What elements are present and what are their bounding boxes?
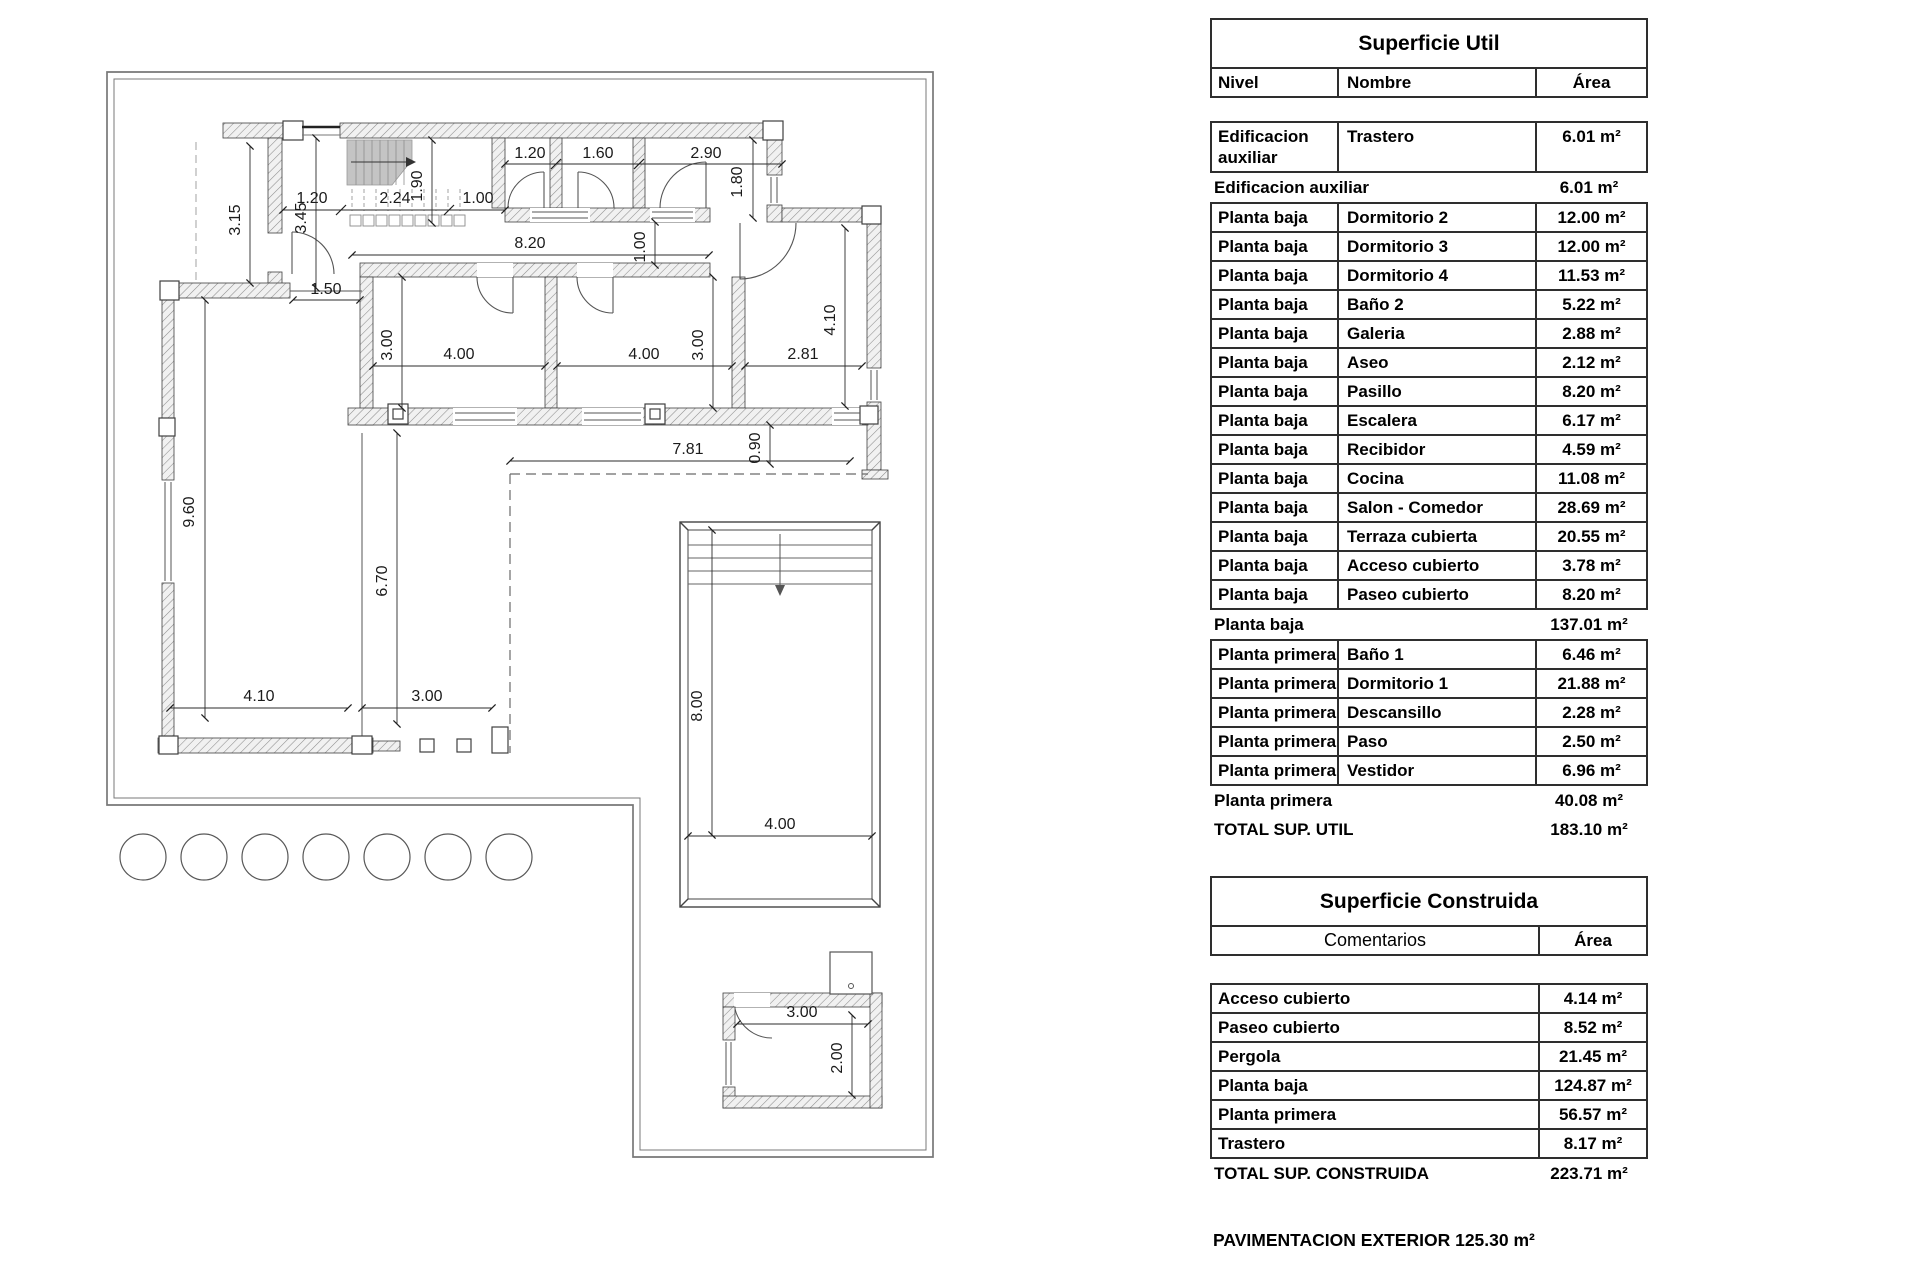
dim-label: 3.15 bbox=[227, 204, 244, 236]
superficie-construida-header bbox=[1210, 876, 1648, 956]
cell-nombre: Paseo cubierto bbox=[1218, 1018, 1340, 1037]
pavimentacion-exterior-note: PAVIMENTACION EXTERIOR 125.30 m² bbox=[1213, 1230, 1535, 1250]
cell-area: 2.12 m² bbox=[1535, 349, 1646, 376]
column-header-nombre: Nombre bbox=[1337, 69, 1535, 96]
table-row bbox=[1212, 521, 1646, 550]
cell-nivel: Planta primera bbox=[1218, 703, 1337, 722]
cell-nombre: Vestidor bbox=[1337, 757, 1535, 784]
dim-label: 4.10 bbox=[243, 688, 275, 705]
table-row bbox=[1212, 405, 1646, 434]
table-row bbox=[1212, 550, 1646, 579]
area-tables-panel bbox=[1210, 18, 1648, 1251]
cell-nombre: Acceso cubierto bbox=[1337, 552, 1535, 579]
cell-nivel: Edificacion auxiliar bbox=[1218, 127, 1309, 167]
cell-area: 8.17 m² bbox=[1538, 1130, 1646, 1157]
table-row bbox=[1212, 434, 1646, 463]
total-area: 183.10 m² bbox=[1550, 819, 1628, 839]
dim-label: 2.24 bbox=[379, 190, 411, 207]
cell-area: 4.14 m² bbox=[1538, 985, 1646, 1012]
dim-label: 2.90 bbox=[690, 145, 722, 162]
cell-nombre: Trastero bbox=[1218, 1134, 1286, 1153]
dim-label: 3.45 bbox=[293, 202, 310, 234]
dim-label: 2.00 bbox=[829, 1042, 846, 1074]
table-row bbox=[1212, 755, 1646, 784]
cell-nombre: Salon - Comedor bbox=[1337, 494, 1535, 521]
table-row bbox=[1212, 641, 1646, 668]
table-row bbox=[1212, 579, 1646, 608]
table-row bbox=[1212, 668, 1646, 697]
cell-nivel: Planta baja bbox=[1218, 208, 1308, 227]
dim-label: 0.90 bbox=[747, 432, 764, 464]
dim-label: 7.81 bbox=[672, 441, 704, 458]
table-row bbox=[1212, 1041, 1646, 1070]
cell-nombre: Paso bbox=[1337, 728, 1535, 755]
dim-label: 4.00 bbox=[628, 346, 660, 363]
stairs bbox=[347, 140, 465, 226]
cell-nombre: Cocina bbox=[1337, 465, 1535, 492]
dim-label: 4.00 bbox=[443, 346, 475, 363]
dim-label: 1.00 bbox=[632, 231, 649, 263]
dim-label: 1.20 bbox=[514, 145, 546, 162]
cell-area: 8.20 m² bbox=[1535, 378, 1646, 405]
table-row bbox=[1212, 318, 1646, 347]
cell-area: 21.45 m² bbox=[1538, 1043, 1646, 1070]
total-sup-util bbox=[1210, 815, 1648, 844]
cell-nivel: Planta baja bbox=[1218, 556, 1308, 575]
cell-nombre: Planta baja bbox=[1218, 1076, 1308, 1095]
table-row bbox=[1212, 347, 1646, 376]
superficie-util-header bbox=[1210, 18, 1648, 98]
cell-nivel: Planta baja bbox=[1218, 295, 1308, 314]
cell-area: 11.08 m² bbox=[1535, 465, 1646, 492]
summary-edificacion-auxiliar bbox=[1210, 173, 1648, 202]
cell-area: 21.88 m² bbox=[1535, 670, 1646, 697]
dim-label: 2.81 bbox=[787, 346, 819, 363]
cell-nombre: Dormitorio 1 bbox=[1337, 670, 1535, 697]
cell-nombre: Descansillo bbox=[1337, 699, 1535, 726]
table-row bbox=[1212, 1128, 1646, 1157]
cell-nombre: Recibidor bbox=[1337, 436, 1535, 463]
dim-label: 1.80 bbox=[729, 166, 746, 198]
dim-label: 1.60 bbox=[582, 145, 614, 162]
table-row bbox=[1212, 123, 1646, 171]
cell-nombre: Baño 1 bbox=[1337, 641, 1535, 668]
cell-area: 3.78 m² bbox=[1535, 552, 1646, 579]
cell-area: 12.00 m² bbox=[1535, 204, 1646, 231]
cell-area: 2.50 m² bbox=[1535, 728, 1646, 755]
cell-area: 5.22 m² bbox=[1535, 291, 1646, 318]
cell-nombre: Pergola bbox=[1218, 1047, 1281, 1066]
dim-label: 1.90 bbox=[409, 170, 426, 202]
table-row bbox=[1212, 204, 1646, 231]
cell-area: 28.69 m² bbox=[1535, 494, 1646, 521]
cell-nivel: Planta baja bbox=[1218, 324, 1308, 343]
summary-label: Planta baja bbox=[1214, 614, 1304, 634]
cell-nombre: Galeria bbox=[1337, 320, 1535, 347]
cell-nivel: Planta baja bbox=[1218, 527, 1308, 546]
cell-nombre: Trastero bbox=[1337, 123, 1535, 171]
cell-nivel: Planta baja bbox=[1218, 585, 1308, 604]
cell-area: 124.87 m² bbox=[1538, 1072, 1646, 1099]
table-row bbox=[1212, 697, 1646, 726]
column-header-comentarios: Comentarios bbox=[1323, 930, 1427, 950]
dim-label: 3.00 bbox=[379, 329, 396, 361]
table-row bbox=[1212, 985, 1646, 1012]
dim-label: 3.00 bbox=[690, 329, 707, 361]
superficie-util-title: Superficie Util bbox=[1358, 31, 1500, 55]
cell-area: 2.88 m² bbox=[1535, 320, 1646, 347]
aux-building bbox=[723, 952, 882, 1108]
cell-nivel: Planta baja bbox=[1218, 440, 1308, 459]
cell-nombre: Acceso cubierto bbox=[1218, 989, 1351, 1008]
dim-label: 9.60 bbox=[181, 496, 198, 528]
cell-nivel: Planta baja bbox=[1218, 498, 1308, 517]
dim-label: 1.50 bbox=[310, 281, 342, 298]
cell-nivel: Planta baja bbox=[1218, 411, 1308, 430]
summary-label: Planta primera bbox=[1214, 790, 1333, 810]
cell-area: 12.00 m² bbox=[1535, 233, 1646, 260]
table-row bbox=[1212, 463, 1646, 492]
cell-nombre: Dormitorio 3 bbox=[1337, 233, 1535, 260]
dim-label: 4.00 bbox=[764, 816, 796, 833]
summary-area: 137.01 m² bbox=[1550, 614, 1628, 634]
summary-area: 40.08 m² bbox=[1554, 790, 1624, 810]
dim-label: 3.00 bbox=[786, 1004, 818, 1021]
table-row bbox=[1212, 376, 1646, 405]
trees bbox=[120, 834, 532, 880]
cell-nivel: Planta primera bbox=[1218, 645, 1337, 664]
cell-nivel: Planta baja bbox=[1218, 382, 1308, 401]
dim-label: 6.70 bbox=[374, 565, 391, 597]
cell-nivel: Planta baja bbox=[1218, 469, 1308, 488]
cell-nivel: Planta primera bbox=[1218, 674, 1337, 693]
cell-area: 6.96 m² bbox=[1535, 757, 1646, 784]
cell-area: 4.59 m² bbox=[1535, 436, 1646, 463]
total-label: TOTAL SUP. UTIL bbox=[1214, 819, 1354, 839]
util-group-planta-primera bbox=[1210, 639, 1648, 786]
column-header-area: Área bbox=[1538, 927, 1646, 954]
summary-label: Edificacion auxiliar bbox=[1214, 177, 1369, 197]
table-row bbox=[1212, 726, 1646, 755]
superficie-construida-title: Superficie Construida bbox=[1319, 889, 1539, 913]
table-row bbox=[1212, 260, 1646, 289]
cell-area: 11.53 m² bbox=[1535, 262, 1646, 289]
dim-label: 3.00 bbox=[411, 688, 443, 705]
dim-label: 4.10 bbox=[822, 304, 839, 336]
table-row bbox=[1212, 1070, 1646, 1099]
superficie-construida-columns bbox=[1212, 925, 1646, 954]
cell-nombre: Paseo cubierto bbox=[1337, 581, 1535, 608]
construida-rows bbox=[1210, 983, 1648, 1159]
dim-label: 8.00 bbox=[689, 690, 706, 722]
table-row bbox=[1212, 231, 1646, 260]
water-heater bbox=[830, 952, 872, 994]
cell-nombre: Pasillo bbox=[1337, 378, 1535, 405]
summary-area: 6.01 m² bbox=[1559, 177, 1619, 197]
cell-area: 6.01 m² bbox=[1535, 123, 1646, 171]
cell-nombre: Planta primera bbox=[1218, 1105, 1337, 1124]
cell-nivel: Planta primera bbox=[1218, 732, 1337, 751]
cell-nivel: Planta primera bbox=[1218, 761, 1337, 780]
total-sup-construida bbox=[1210, 1159, 1648, 1188]
dim-label: 1.20 bbox=[296, 190, 328, 207]
table-row bbox=[1212, 1012, 1646, 1041]
cell-area: 6.17 m² bbox=[1535, 407, 1646, 434]
util-group-aux bbox=[1210, 121, 1648, 173]
cell-nivel: Planta baja bbox=[1218, 237, 1308, 256]
cell-area: 8.52 m² bbox=[1538, 1014, 1646, 1041]
cell-area: 2.28 m² bbox=[1535, 699, 1646, 726]
table-row bbox=[1212, 1099, 1646, 1128]
column-header-nivel: Nivel bbox=[1218, 73, 1259, 92]
cell-nombre: Baño 2 bbox=[1337, 291, 1535, 318]
cell-nombre: Escalera bbox=[1337, 407, 1535, 434]
cell-area: 56.57 m² bbox=[1538, 1101, 1646, 1128]
cell-nivel: Planta baja bbox=[1218, 266, 1308, 285]
summary-planta-baja bbox=[1210, 610, 1648, 639]
cell-area: 6.46 m² bbox=[1535, 641, 1646, 668]
superficie-util-columns bbox=[1212, 67, 1646, 96]
dim-label: 8.20 bbox=[514, 235, 546, 252]
cell-nombre: Terraza cubierta bbox=[1337, 523, 1535, 550]
total-label: TOTAL SUP. CONSTRUIDA bbox=[1214, 1163, 1430, 1183]
total-area: 223.71 m² bbox=[1550, 1163, 1628, 1183]
cell-nivel: Planta baja bbox=[1218, 353, 1308, 372]
pool bbox=[680, 522, 880, 907]
cell-nombre: Dormitorio 2 bbox=[1337, 204, 1535, 231]
dim-label: 1.00 bbox=[462, 190, 494, 207]
cell-area: 20.55 m² bbox=[1535, 523, 1646, 550]
cell-nombre: Dormitorio 4 bbox=[1337, 262, 1535, 289]
table-row bbox=[1212, 289, 1646, 318]
cell-nombre: Aseo bbox=[1337, 349, 1535, 376]
cell-area: 8.20 m² bbox=[1535, 581, 1646, 608]
table-row bbox=[1212, 492, 1646, 521]
util-group-planta-baja bbox=[1210, 202, 1648, 610]
summary-planta-primera bbox=[1210, 786, 1648, 815]
column-header-area: Área bbox=[1535, 69, 1646, 96]
